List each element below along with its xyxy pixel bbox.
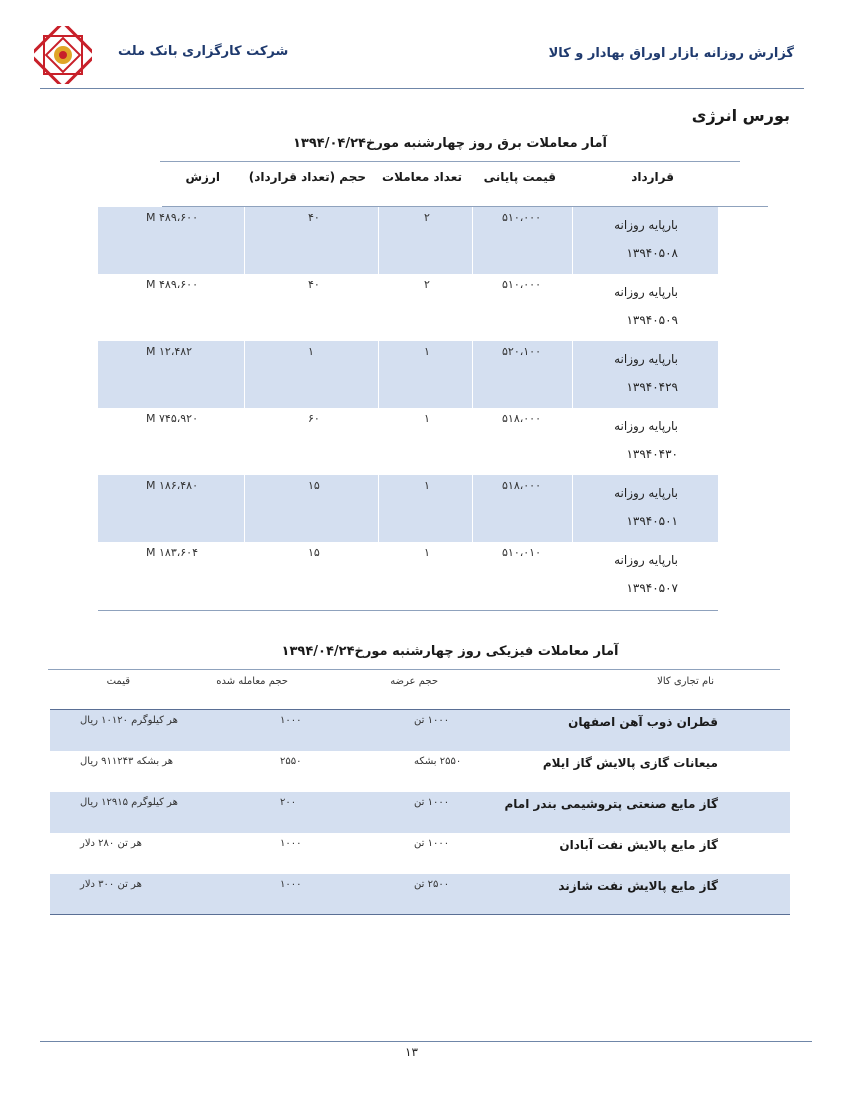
trade-count-cell: ۱ [424,479,430,492]
contract-name-cell: بارپایه روزانه ۱۳۹۴۰۵۰۸ [614,218,678,260]
value-cell: ۴۸۹،۶۰۰ M [146,278,198,291]
final-price-cell: ۵۱۰،۰۰۰ [502,278,541,291]
column-header-volume: حجم (تعداد قرارداد) [248,170,366,184]
column-header-price: قیمت [106,676,130,687]
volume-cell: ۱۵ [308,479,320,492]
table-row [98,274,718,341]
offer-volume-cell: ۱۰۰۰ تن [414,715,450,726]
final-price-cell: ۵۱۸،۰۰۰ [502,412,541,425]
commodity-name-cell: گاز مایع پالایش نفت شازند [558,879,718,893]
contract-name-cell: بارپایه روزانه ۱۳۹۴۰۴۲۹ [614,352,678,394]
trade-count-cell: ۲ [424,278,430,291]
value-cell: ۴۸۹،۶۰۰ M [146,211,198,224]
column-header-trade-count: تعداد معاملات [382,170,462,184]
traded-volume-cell: ۱۰۰۰ [280,838,302,849]
column-header-offer-volume: حجم عرضه [390,676,438,687]
volume-cell: ۴۰ [308,278,320,291]
value-cell: ۷۴۵،۹۲۰ M [146,412,198,425]
trade-count-cell: ۱ [424,546,430,559]
table-row [98,408,718,475]
traded-volume-cell: ۱۰۰۰ [280,715,302,726]
column-header-contract: قرارداد [631,170,674,184]
physical-table-bottom-rule [50,914,790,915]
contract-name-cell: بارپایه روزانه ۱۳۹۴۰۴۳۰ [614,419,678,461]
table-row [50,710,790,751]
section-title: بورس انرژی [691,106,790,125]
footer-divider [40,1041,812,1042]
physical-table-top-rule [48,669,780,670]
table-row [50,833,790,874]
value-cell: ۱۸۳،۶۰۴ M [146,546,198,559]
traded-volume-cell: ۱۰۰۰ [280,879,302,890]
final-price-cell: ۵۱۰،۰۱۰ [502,546,541,559]
price-cell: هر تن ۳۰۰ دلار [80,879,142,890]
offer-volume-cell: ۲۵۰۰ تن [414,879,450,890]
price-cell: هر کیلوگرم ۱۲۹۱۵ ریال [80,797,178,808]
offer-volume-cell: ۱۰۰۰ تن [414,797,450,808]
volume-cell: ۴۰ [308,211,320,224]
electricity-table-caption: آمار معاملات برق روز چهارشنبه مورخ۱۳۹۴/۰۴/۲۴ [292,136,608,151]
traded-volume-cell: ۲۵۵۰ [280,756,302,767]
contract-name-cell: بارپایه روزانه ۱۳۹۴۰۵۰۷ [614,553,678,595]
electricity-table-bottom-rule [98,610,718,611]
trade-count-cell: ۱ [424,345,430,358]
table-row [98,542,718,609]
commodity-name-cell: میعانات گازی پالایش گاز ایلام [542,756,718,770]
offer-volume-cell: ۲۵۵۰ بشکه [414,756,462,767]
traded-volume-cell: ۲۰۰ [280,797,297,808]
price-cell: هر تن ۲۸۰ دلار [80,838,142,849]
price-cell: هر کیلوگرم ۱۰۱۲۰ ریال [80,715,178,726]
value-cell: ۱۸۶،۴۸۰ M [146,479,198,492]
price-cell: هر بشکه ۹۱۱۲۴۳ ریال [80,756,174,767]
table-row [98,207,718,274]
table-row [50,792,790,833]
final-price-cell: ۵۱۰،۰۰۰ [502,211,541,224]
header-divider [40,88,804,89]
commodity-name-cell: قطران ذوب آهن اصفهان [568,715,718,729]
volume-cell: ۱۵ [308,546,320,559]
table-row [50,874,790,915]
volume-cell: ۶۰ [308,412,320,425]
contract-name-cell: بارپایه روزانه ۱۳۹۴۰۵۰۱ [614,486,678,528]
offer-volume-cell: ۱۰۰۰ تن [414,838,450,849]
table-row [50,751,790,792]
final-price-cell: ۵۲۰،۱۰۰ [502,345,541,358]
page-number: ۱۳ [405,1045,418,1059]
electricity-table-top-rule [160,161,740,162]
company-name: شرکت کارگزاری بانک ملت [118,44,289,59]
table-row [98,341,718,408]
column-header-commodity-name: نام تجاری کالا [657,676,714,687]
column-header-traded-volume: حجم معامله شده [216,676,288,687]
contract-name-cell: بارپایه روزانه ۱۳۹۴۰۵۰۹ [614,285,678,327]
final-price-cell: ۵۱۸،۰۰۰ [502,479,541,492]
value-cell: ۱۲،۴۸۲ M [146,345,193,358]
table-row [98,475,718,542]
trade-count-cell: ۱ [424,412,430,425]
bank-mellat-logo [34,26,92,84]
commodity-name-cell: گاز مایع پالایش نفت آبادان [559,838,718,852]
column-header-final-price: قیمت پایانی [483,170,556,184]
volume-cell: ۱ [308,345,314,358]
commodity-name-cell: گاز مایع صنعتی پتروشیمی بندر امام [504,797,718,811]
column-header-value: ارزش [185,170,220,184]
physical-table-caption: آمار معاملات فیزیکی روز چهارشنبه مورخ۱۳۹۴/۰۴/۲۴ [281,644,619,659]
trade-count-cell: ۲ [424,211,430,224]
report-title: گزارش روزانه بازار اوراق بهادار و کالا [548,46,794,61]
